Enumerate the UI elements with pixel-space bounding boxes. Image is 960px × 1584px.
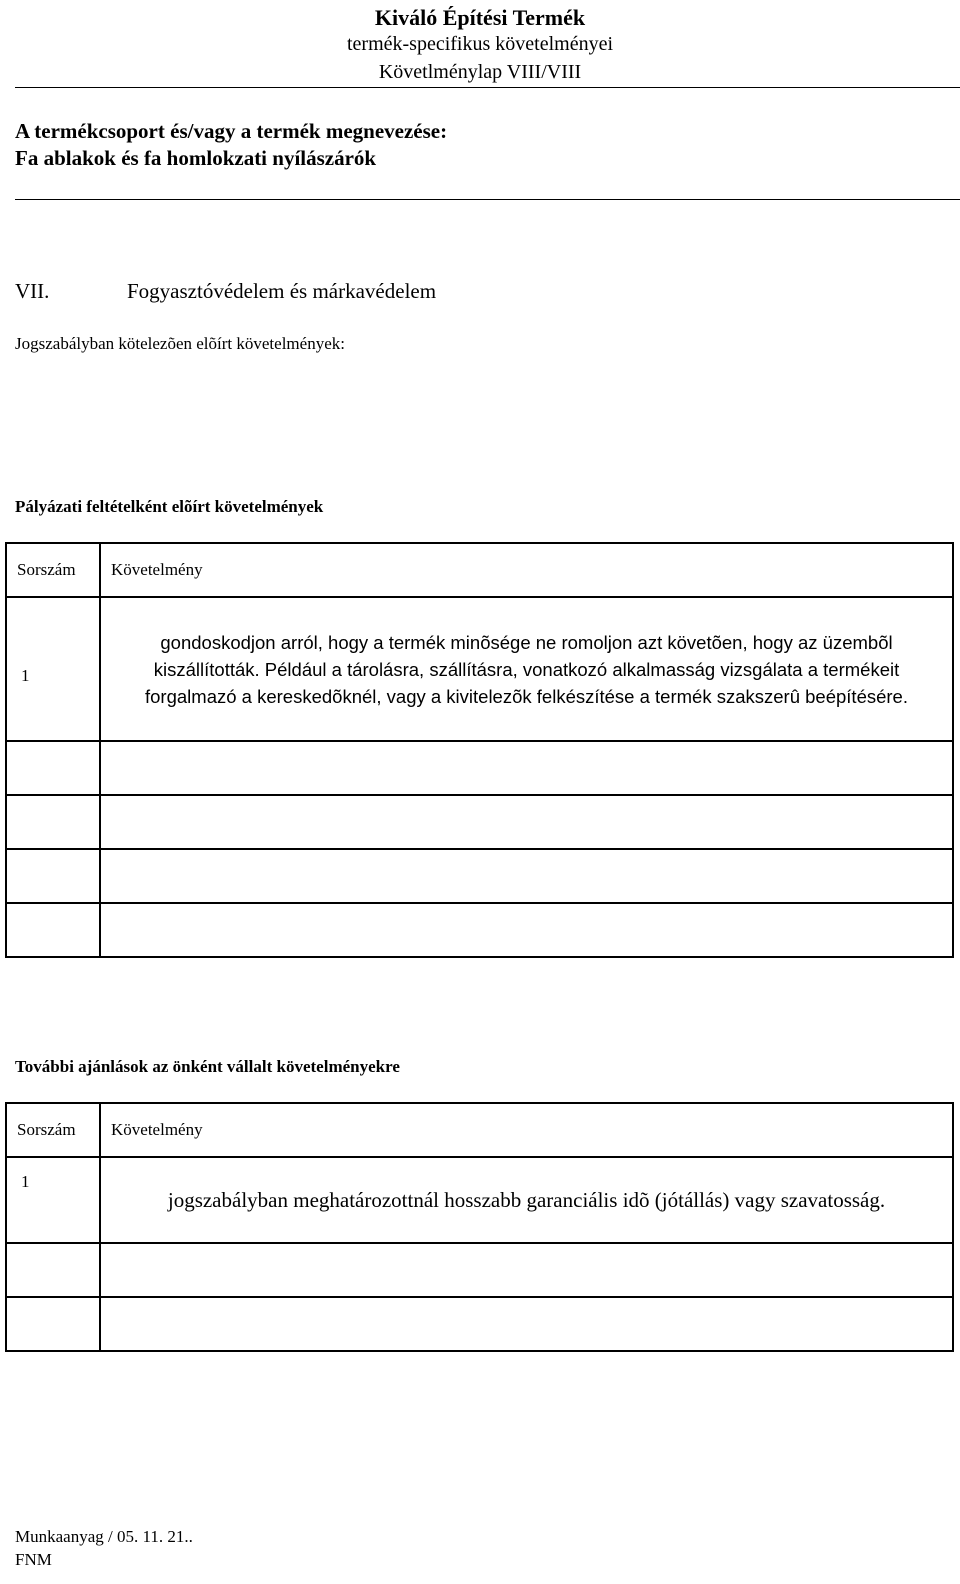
legal-requirements-label: Jogszabályban kötelezõen elõírt követelmények: (15, 334, 345, 353)
row-requirement: gondoskodjon arról, hogy a termék minõsége ne romoljon azt követõen, hogy az üzembõl kiszállították. Például a tárolásra, szállításra, vonatkozó alkalmasság vizsgálata a termékeit forgalmazó a kereskedõknél, vagy a kivitelezõk felkészítése a termék szakszerû beépítésére. (100, 597, 953, 741)
column-header-requirement: Követelmény (100, 543, 953, 597)
empty-cell (6, 741, 100, 795)
row-number: 1 (6, 1157, 100, 1243)
table-row-empty (6, 1297, 953, 1351)
empty-cell (6, 849, 100, 903)
header-divider (15, 87, 960, 88)
row-number: 1 (6, 597, 100, 741)
section-heading (15, 276, 436, 306)
table-header-row (6, 1103, 953, 1157)
empty-cell (6, 795, 100, 849)
document-title: Kiváló Építési Termék (374, 5, 586, 30)
table-row-empty (6, 741, 953, 795)
table-row-empty (6, 1243, 953, 1297)
empty-cell (6, 1243, 100, 1297)
empty-cell (100, 741, 953, 795)
empty-cell (100, 1243, 953, 1297)
document-subtitle: termék-specifikus követelményei (346, 33, 613, 55)
empty-cell (100, 1297, 953, 1351)
product-name: Fa ablakok és fa homlokzati nyílászárók (15, 146, 377, 170)
footer-date: Munkaanyag / 05. 11. 21.. (15, 1527, 193, 1546)
table-row-empty (6, 849, 953, 903)
table-header-row (6, 543, 953, 597)
empty-cell (6, 903, 100, 957)
table-row (6, 1157, 953, 1243)
empty-cell (100, 849, 953, 903)
tender-requirements-label: Pályázati feltételként elõírt követelmények (15, 497, 324, 516)
tender-requirements-table (5, 542, 954, 958)
column-header-number: Sorszám (6, 543, 100, 597)
row-requirement: jogszabályban meghatározottnál hosszabb garanciális idõ (jótállás) vagy szavatosság. (100, 1157, 953, 1243)
column-header-requirement: Követelmény (100, 1103, 953, 1157)
section-title: Fogyasztóvédelem és márkavédelem (127, 279, 437, 303)
table-row (6, 597, 953, 741)
empty-cell (100, 795, 953, 849)
voluntary-recommendations-label: További ajánlások az önként vállalt követelményekre (15, 1057, 400, 1076)
product-group-label: A termékcsoport és/vagy a termék megnevezése: (15, 119, 448, 143)
footer-org: FNM (15, 1550, 52, 1569)
empty-cell (100, 903, 953, 957)
table-row-empty (6, 795, 953, 849)
section-number: VII. (15, 279, 50, 303)
column-header-number: Sorszám (6, 1103, 100, 1157)
table-row-empty (6, 903, 953, 957)
voluntary-requirements-table (5, 1102, 954, 1352)
product-divider (15, 199, 960, 200)
sheet-number: Követlménylap VIII/VIII (378, 61, 582, 83)
empty-cell (6, 1297, 100, 1351)
